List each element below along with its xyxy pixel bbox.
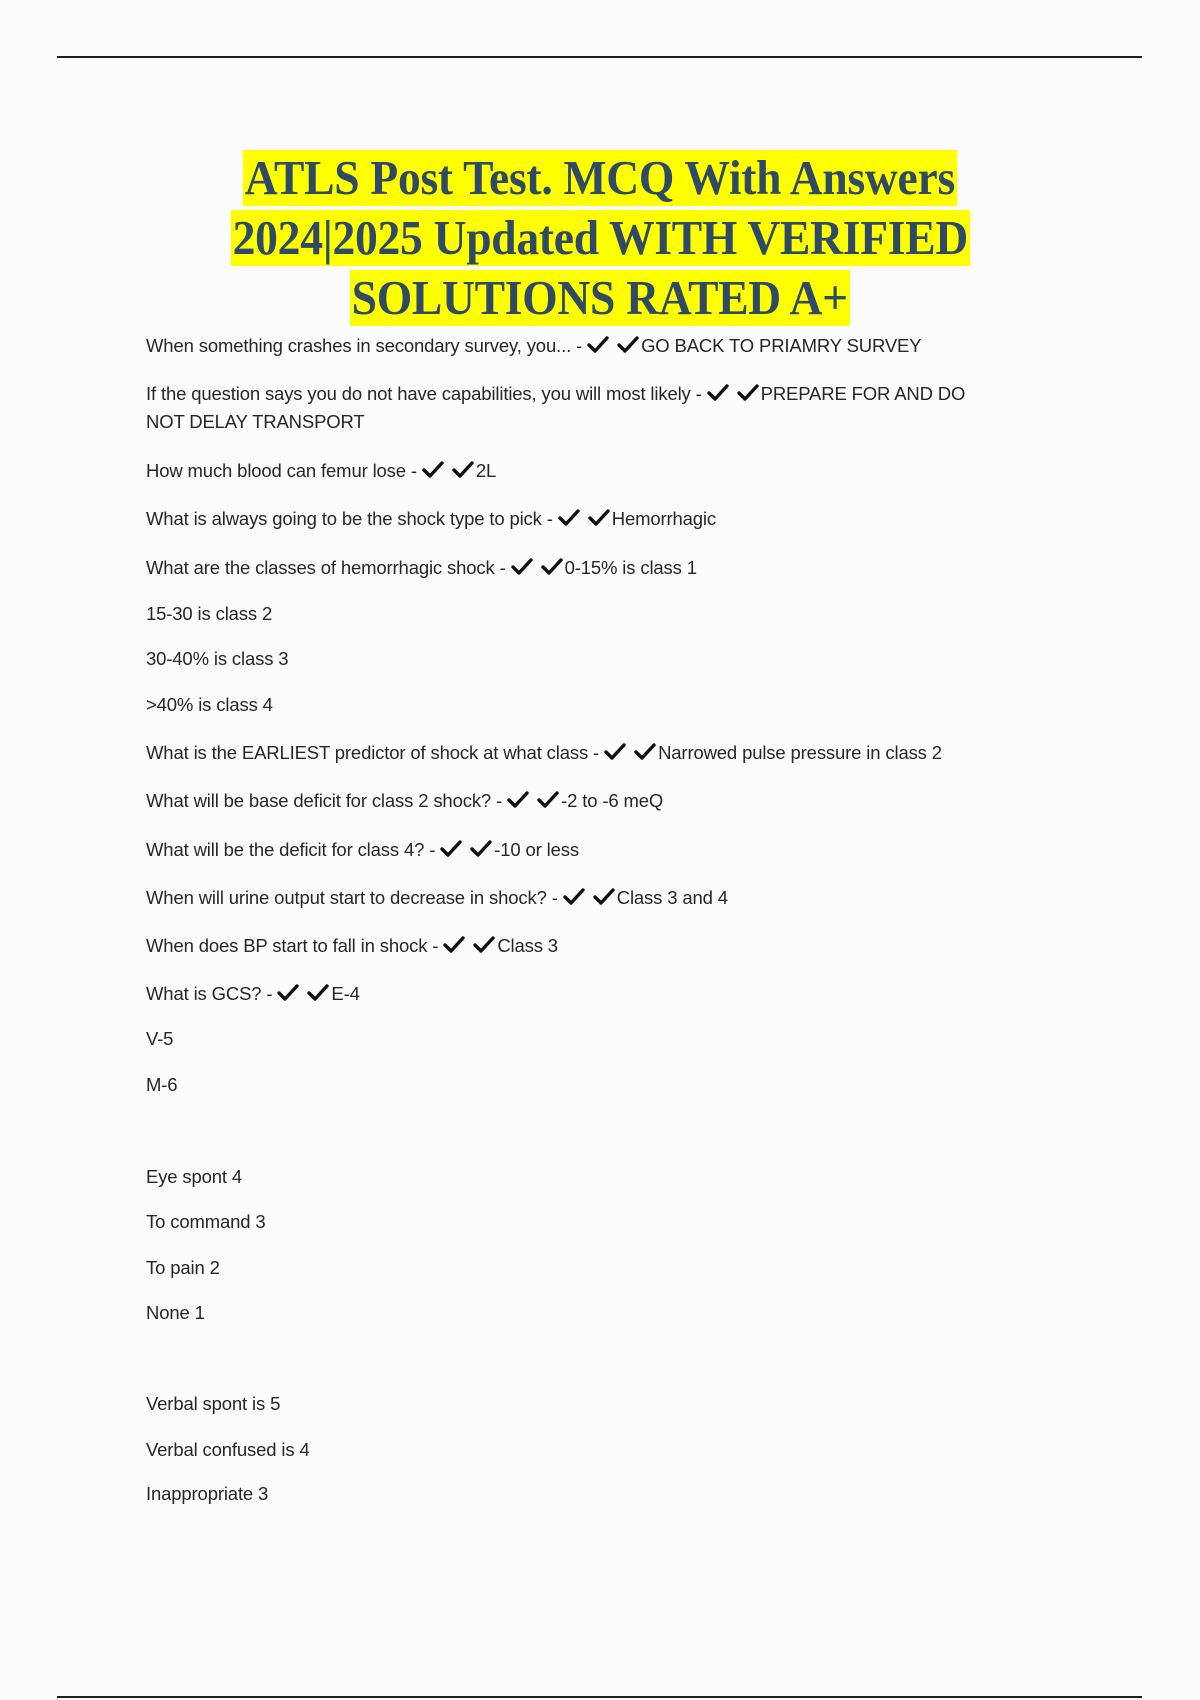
answer-text: Class 3: [497, 935, 558, 956]
answer-text-continued: NOT DELAY TRANSPORT: [146, 411, 365, 432]
question-text: How much blood can femur lose -: [146, 460, 417, 481]
title-line-3: [0, 270, 1200, 330]
checkmark-icon: [707, 384, 729, 402]
answer-text: Class 3 and 4: [616, 887, 728, 908]
question-text: What are the classes of hemorrhagic shock -: [146, 557, 506, 578]
document-title: [0, 150, 1200, 330]
title-line-3-text: SOLUTIONS RATED A+: [351, 270, 849, 325]
plain-line: To command 3: [146, 1211, 266, 1232]
qa-item: [146, 886, 728, 910]
qa-item: [146, 838, 579, 862]
qa-item: [146, 982, 360, 1006]
answer-text: Hemorrhagic: [611, 508, 716, 529]
checkmark-icon: [470, 840, 492, 858]
checkmark-icon: [588, 509, 610, 527]
plain-line: To pain 2: [146, 1257, 220, 1278]
question-text: What will be the deficit for class 4? -: [146, 839, 436, 860]
checkmark-icon: [307, 984, 329, 1002]
question-text: When something crashes in secondary survey, you... -: [146, 335, 583, 356]
answer-text: 2L: [475, 460, 497, 481]
top-horizontal-rule: [57, 56, 1142, 58]
question-text: If the question says you do not have capabilities, you will most likely -: [146, 383, 702, 404]
qa-item: [146, 382, 965, 406]
answer-text: E-4: [331, 983, 360, 1004]
checkmark-icon: [277, 984, 299, 1002]
question-text: When does BP start to fall in shock -: [146, 935, 439, 956]
plain-line: Eye spont 4: [146, 1166, 243, 1187]
checkmark-icon: [537, 791, 559, 809]
checkmark-icon: [541, 558, 563, 576]
checkmark-icon: [617, 336, 639, 354]
qa-item: [146, 741, 942, 765]
question-text: What is GCS? -: [146, 983, 273, 1004]
qa-item: [146, 507, 716, 531]
qa-item: [146, 334, 921, 358]
plain-line: M-6: [146, 1074, 178, 1095]
qa-item: [146, 556, 697, 580]
checkmark-icon: [422, 461, 444, 479]
plain-line: >40% is class 4: [146, 694, 273, 715]
qa-item: [146, 934, 558, 958]
checkmark-icon: [587, 336, 609, 354]
checkmark-icon: [558, 509, 580, 527]
plain-line: 15-30 is class 2: [146, 603, 273, 624]
plain-line: Verbal spont is 5: [146, 1393, 281, 1414]
checkmark-icon: [440, 840, 462, 858]
checkmark-icon: [604, 743, 626, 761]
plain-line: Inappropriate 3: [146, 1483, 269, 1504]
title-line-2: [0, 210, 1200, 270]
question-text: What is the EARLIEST predictor of shock at what class -: [146, 742, 600, 763]
answer-text: GO BACK TO PRIAMRY SURVEY: [641, 335, 922, 356]
checkmark-icon: [473, 936, 495, 954]
qa-item: [146, 459, 496, 483]
plain-line: None 1: [146, 1302, 205, 1323]
qa-item: [146, 789, 663, 813]
checkmark-icon: [593, 888, 615, 906]
checkmark-icon: [737, 384, 759, 402]
checkmark-icon: [507, 791, 529, 809]
question-text: What is always going to be the shock type to pick -: [146, 508, 553, 529]
answer-text: 0-15% is class 1: [564, 557, 697, 578]
checkmark-icon: [511, 558, 533, 576]
checkmark-icon: [634, 743, 656, 761]
checkmark-icon: [452, 461, 474, 479]
checkmark-icon: [563, 888, 585, 906]
question-text: When will urine output start to decrease in shock? -: [146, 887, 558, 908]
answer-text: Narrowed pulse pressure in class 2: [658, 742, 942, 763]
title-line-1: [0, 150, 1200, 210]
title-line-2-text: 2024|2025 Updated WITH VERIFIED: [232, 210, 968, 265]
answer-text: PREPARE FOR AND DO: [760, 383, 966, 404]
qa-item-continuation: [146, 410, 365, 434]
plain-line: V-5: [146, 1028, 174, 1049]
plain-line: 30-40% is class 3: [146, 648, 289, 669]
answer-text: -2 to -6 meQ: [561, 790, 664, 811]
title-line-1-text: ATLS Post Test. MCQ With Answers: [244, 150, 956, 205]
answer-text: -10 or less: [494, 839, 579, 860]
bottom-horizontal-rule: [57, 1696, 1142, 1698]
question-text: What will be base deficit for class 2 shock? -: [146, 790, 503, 811]
plain-line: Verbal confused is 4: [146, 1439, 310, 1460]
checkmark-icon: [443, 936, 465, 954]
